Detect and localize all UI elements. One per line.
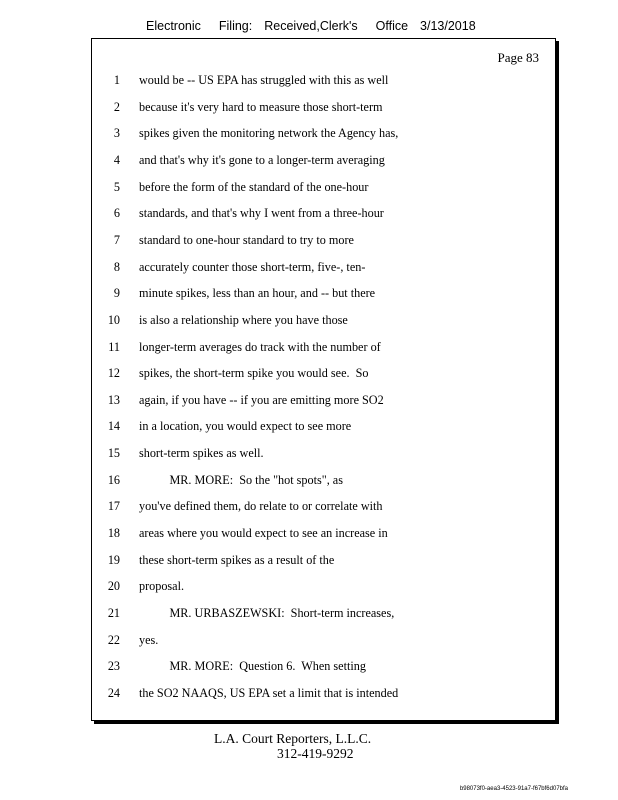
filing-header-word: Filing: [218, 19, 253, 33]
line-number: 6 [113, 206, 120, 221]
line-text: MR. URBASZEWSKI: Short-term increases, [139, 606, 395, 620]
transcript-line [92, 151, 552, 169]
transcript-line [92, 471, 552, 489]
page-number: Page 83 [497, 50, 539, 65]
line-text: and that's why it's gone to a longer-term averaging [139, 152, 385, 167]
transcript-line [92, 604, 552, 622]
transcript-line [92, 657, 552, 675]
line-number: 15 [107, 446, 120, 461]
line-text: minute spikes, less than an hour, and -- but there [139, 286, 376, 301]
filing-header-word: 3/13/2018 [420, 19, 476, 33]
line-text: areas where you would expect to see an increase in [139, 526, 388, 541]
line-number: 12 [107, 366, 120, 381]
transcript-line [92, 311, 552, 329]
line-number: 19 [107, 552, 120, 567]
court-reporter-name: L.A. Court Reporters, L.L.C. [214, 731, 372, 746]
transcript-line [92, 524, 552, 542]
filing-header-word: Office [375, 19, 409, 33]
line-text: yes. [139, 632, 159, 647]
court-reporter-phone: 312-419-9292 [277, 746, 354, 761]
line-number: 22 [107, 632, 120, 647]
line-text: you've defined them, do relate to or correlate with [139, 499, 383, 514]
document-id: b98073f0-aea3-4523-91a7-f67bf6d07bfa [459, 786, 568, 792]
line-number: 18 [107, 526, 120, 541]
line-number: 5 [113, 179, 120, 194]
line-text: again, if you have -- if you are emitting more SO2 [139, 392, 384, 407]
transcript-line [92, 444, 552, 462]
line-number: 23 [107, 659, 120, 674]
transcript-line [92, 417, 552, 435]
transcript-line [92, 497, 552, 515]
filing-header-word: Received,Clerk's [264, 19, 358, 33]
line-text: in a location, you would expect to see more [139, 419, 352, 434]
transcript-line [92, 98, 552, 116]
line-text: spikes given the monitoring network the Agency has, [139, 126, 399, 141]
line-number: 2 [113, 99, 120, 114]
line-text: standards, and that's why I went from a three-hour [139, 206, 384, 221]
line-number: 9 [113, 286, 120, 301]
line-number: 3 [113, 126, 120, 141]
transcript-page [91, 38, 556, 721]
line-text: accurately counter those short-term, five-, ten- [139, 259, 366, 274]
line-number: 1 [113, 73, 120, 87]
line-number: 17 [107, 499, 120, 514]
line-number: 24 [107, 685, 120, 700]
line-text: spikes, the short-term spike you would see. So [139, 366, 369, 381]
transcript-line [92, 338, 552, 356]
transcript-line [92, 684, 552, 702]
line-number: 16 [107, 472, 120, 487]
filing-header [146, 19, 476, 33]
transcript-line [92, 391, 552, 409]
line-text: short-term spikes as well. [139, 446, 264, 461]
transcript-line [92, 284, 552, 302]
line-text: would be -- US EPA has struggled with this as well [139, 73, 389, 87]
line-text: is also a relationship where you have those [139, 312, 348, 327]
transcript-line [92, 577, 552, 595]
line-number: 21 [107, 606, 120, 620]
line-number: 4 [113, 152, 120, 167]
line-text: standard to one-hour standard to try to more [139, 232, 354, 247]
line-text: these short-term spikes as a result of the [139, 552, 335, 567]
line-number: 10 [107, 312, 120, 327]
line-text: MR. MORE: Question 6. When setting [139, 659, 366, 674]
transcript-line [92, 71, 552, 89]
transcript-line [92, 631, 552, 649]
line-number: 20 [107, 579, 120, 594]
line-text: the SO2 NAAQS, US EPA set a limit that is intended [139, 685, 399, 700]
line-number: 8 [113, 259, 120, 274]
transcript-line [92, 178, 552, 196]
transcript-line [92, 204, 552, 222]
line-text: proposal. [139, 579, 185, 594]
transcript-line [92, 231, 552, 249]
line-number: 13 [107, 392, 120, 407]
line-number: 14 [107, 419, 120, 434]
transcript-line [92, 258, 552, 276]
line-text: longer-term averages do track with the number of [139, 339, 381, 354]
line-text: because it's very hard to measure those short-term [139, 99, 383, 114]
line-text: before the form of the standard of the one-hour [139, 179, 369, 194]
transcript-line [92, 124, 552, 142]
line-number: 11 [108, 339, 120, 354]
transcript-line [92, 364, 552, 382]
transcript-line [92, 551, 552, 569]
line-number: 7 [113, 232, 120, 247]
filing-header-word: Electronic [146, 19, 201, 33]
line-text: MR. MORE: So the "hot spots", as [139, 472, 343, 487]
